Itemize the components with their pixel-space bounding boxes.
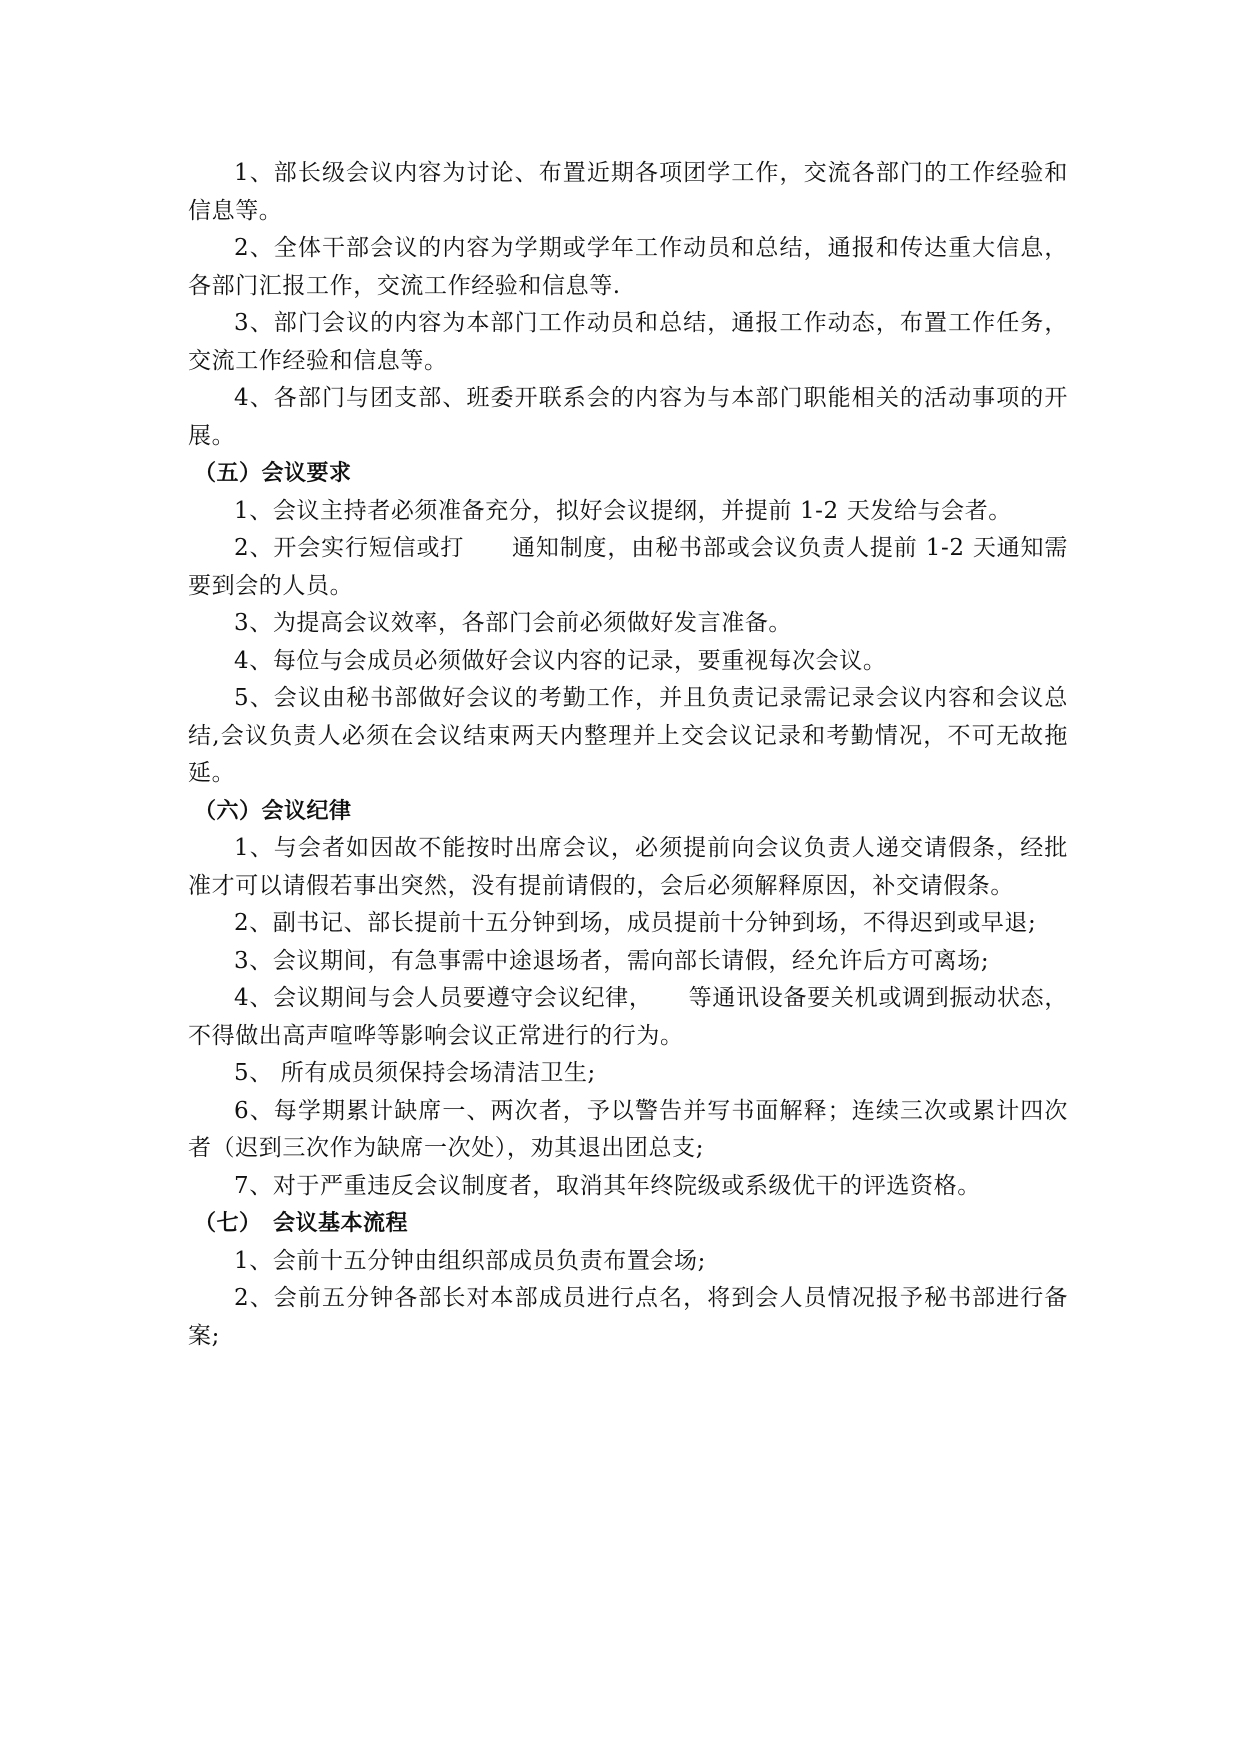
discipline-item-5: 5、 所有成员须保持会场清洁卫生; [234,1060,596,1086]
document-page [188,155,1068,1355]
intro-item-1: 1、部长级会议内容为讨论、布置近期各项团学工作，交流各部门的工作经验和信息等。 [188,160,1068,224]
discipline-item-7: 7、对于严重违反会议制度者，取消其年终院级或系级优干的评选资格。 [234,1172,981,1199]
discipline-item-3: 3、会议期间，有急事需中途退场者，需向部长请假，经允许后方可离场; [234,947,990,974]
intro-item-2: 2、全体干部会议的内容为学期或学年工作动员和总结，通报和传达重大信息，各部门汇报工作，交流工作经验和信息等. [188,235,1068,299]
procedure-item-2: 2、会前五分钟各部长对本部成员进行点名，将到会人员情况报予秘书部进行备案; [188,1285,1068,1349]
procedure-item-1: 1、会前十五分钟由组织部成员负责布置会场; [234,1247,706,1274]
section-heading-requirements: （五）会议要求 [194,461,352,486]
section-heading-discipline: （六）会议纪律 [194,798,352,824]
requirements-item-5: 5、会议由秘书部做好会议的考勤工作，并且负责记录需记录会议内容和会议总结,会议负责人必须在会议结束两天内整理并上交会议记录和考勤情况，不可无故拖延。 [188,685,1068,786]
discipline-item-4: 4、会议期间与会人员要遵守会议纪律， 等通讯设备要关机或调到振动状态，不得做出高声喧哗等影响会议正常进行的行为。 [188,985,1068,1049]
section-heading-procedure: （七） 会议基本流程 [194,1211,409,1236]
intro-item-3: 3、部门会议的内容为本部门工作动员和总结，通报工作动态，布置工作任务，交流工作经验和信息等。 [188,310,1068,374]
discipline-item-6: 6、每学期累计缺席一、两次者，予以警告并写书面解释；连续三次或累计四次者（迟到三次作为缺席一次处），劝其退出团总支; [188,1097,1068,1161]
intro-item-4: 4、各部门与团支部、班委开联系会的内容为与本部门职能相关的活动事项的开展。 [188,385,1068,449]
discipline-item-1: 1、与会者如因故不能按时出席会议，必须提前向会议负责人递交请假条，经批准才可以请假若事出突然，没有提前请假的，会后必须解释原因，补交请假条。 [188,835,1068,899]
discipline-item-2: 2、副书记、部长提前十五分钟到场，成员提前十分钟到场，不得迟到或早退; [234,910,1037,936]
requirements-item-1: 1、会议主持者必须准备充分，拟好会议提纲，并提前 1-2 天发给与会者。 [234,497,1012,524]
requirements-item-2: 2、开会实行短信或打 通知制度，由秘书部或会议负责人提前 1-2 天通知需要到会的人员。 [188,535,1068,599]
requirements-item-3: 3、为提高会议效率，各部门会前必须做好发言准备。 [234,610,793,636]
requirements-item-4: 4、每位与会成员必须做好会议内容的记录，要重视每次会议。 [234,647,887,674]
